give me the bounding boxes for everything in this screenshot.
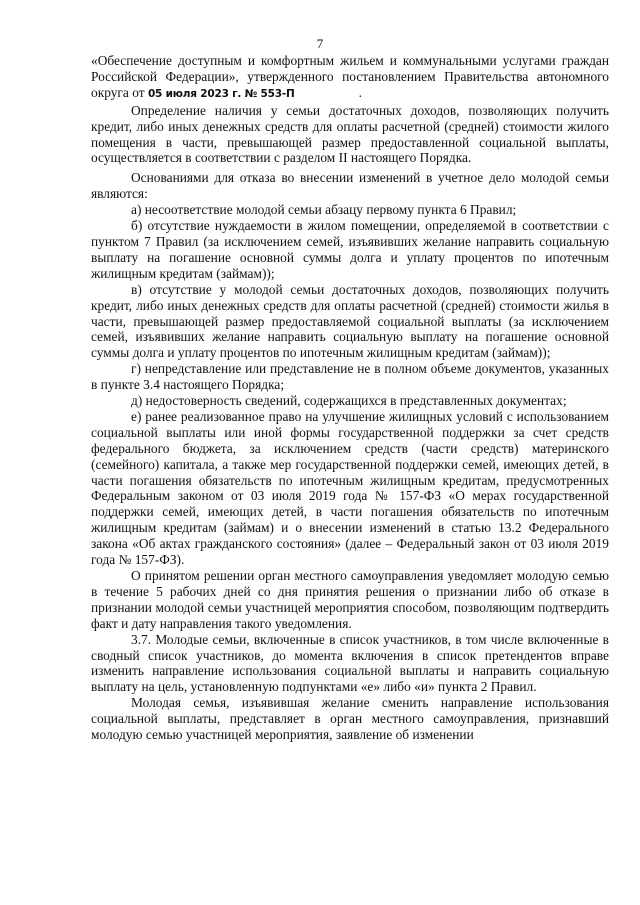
registration-stamp: 05 июля 2023 г. № 553-П	[147, 87, 295, 100]
paragraph-section-3-7: 3.7. Молодые семьи, включенные в список участников, в том числе включенные в сводный список участников, до момента включения в список претендентов вправе изменить направление использования социальной выплаты и направить социальную выплату на цель, установленную подпунктами «е» либо «и» пункта 2 Правил.	[91, 631, 609, 695]
paragraph-end-mark: .	[358, 84, 362, 100]
list-item-d: д) недостоверность сведений, содержащихся в представленных документах;	[131, 393, 567, 409]
list-item-v: в) отсутствие у молодой семьи достаточных доходов, позволяющих получить кредит, либо иных денежных средств для оплаты расчетной (средней) стоимости жилья в части, превышающей размер предоставляемой социальной выплаты (за исключением семей, изъявивших желание направить социальную выплату на погашение основной суммы долга и уплату процентов по ипотечным жилищным кредитам (займам));	[91, 281, 609, 361]
paragraph-direction-change: Молодая семья, изъявившая желание сменить направление использования социальной выплаты, представляет в орган местного самоуправления, признавший молодую семью участницей мероприятия, заявление об изменении	[91, 695, 609, 743]
paragraph-income-determination: Определение наличия у семьи достаточных доходов, позволяющих получить кредит, либо иных денежных средств для оплаты расчетной (средней) стоимости жилого помещения в части, превышающей размер предоставленной социальной выплаты, осуществляется в соответствии с разделом II настоящего Порядка.	[91, 102, 609, 166]
paragraph-refusal-grounds-intro: Основаниями для отказа во внесении изменений в учетное дело молодой семьи являются:	[91, 170, 609, 202]
page-number: 7	[316, 36, 324, 51]
document-body	[91, 53, 609, 743]
list-item-b: б) отсутствие нуждаемости в жилом помещении, определяемой в соответствии с пунктом 7 Правил (за исключением семей, изъявивших желание направить социальную выплату на погашение основной суммы долга и уплату процентов по ипотечным жилищным кредитам (займам));	[91, 218, 609, 281]
list-item-e: е) ранее реализованное право на улучшение жилищных условий с использованием социальной выплаты или иной формы государственной поддержки за счет средств федерального бюджета, за исключением средств (части средств) материнского (семейного) капитала, а также мер государственной поддержки семей, имеющих детей, в части погашения обязательств по ипотечным жилищным кредитам, предусмотренных Федеральным законом от 03 июля 2019 года № 157-ФЗ «О мерах государственной поддержки семей, имеющих детей, в части погашения обязательств по ипотечным жилищным кредитам (займам) и о внесении изменений в статью 13.2 Федерального закона «Об актах гражданского состояния» (далее – Федеральный закон от 03 июля 2019 года № 157-ФЗ).	[91, 408, 609, 568]
list-item-a: а) несоответствие молодой семьи абзацу первому пункта 6 Правил;	[131, 202, 517, 218]
paragraph-program-reference	[91, 53, 609, 103]
paragraph-text: «Обеспечение доступным и комфортным жильем и коммунальными услугами граждан Российской Федерации», утвержденного постановлением Правительства автономного округа от	[91, 53, 609, 100]
list-item-g: г) непредставление или представление не в полном объеме документов, указанных в пункте 3.4 настоящего Порядка;	[91, 361, 609, 393]
paragraph-notification: О принятом решении орган местного самоуправления уведомляет молодую семью в течение 5 рабочих дней со дня принятия решения о признании либо об отказе в признании молодой семьи участницей мероприятия способом, позволяющим подтвердить факт и дату направления такого уведомления.	[91, 568, 609, 631]
